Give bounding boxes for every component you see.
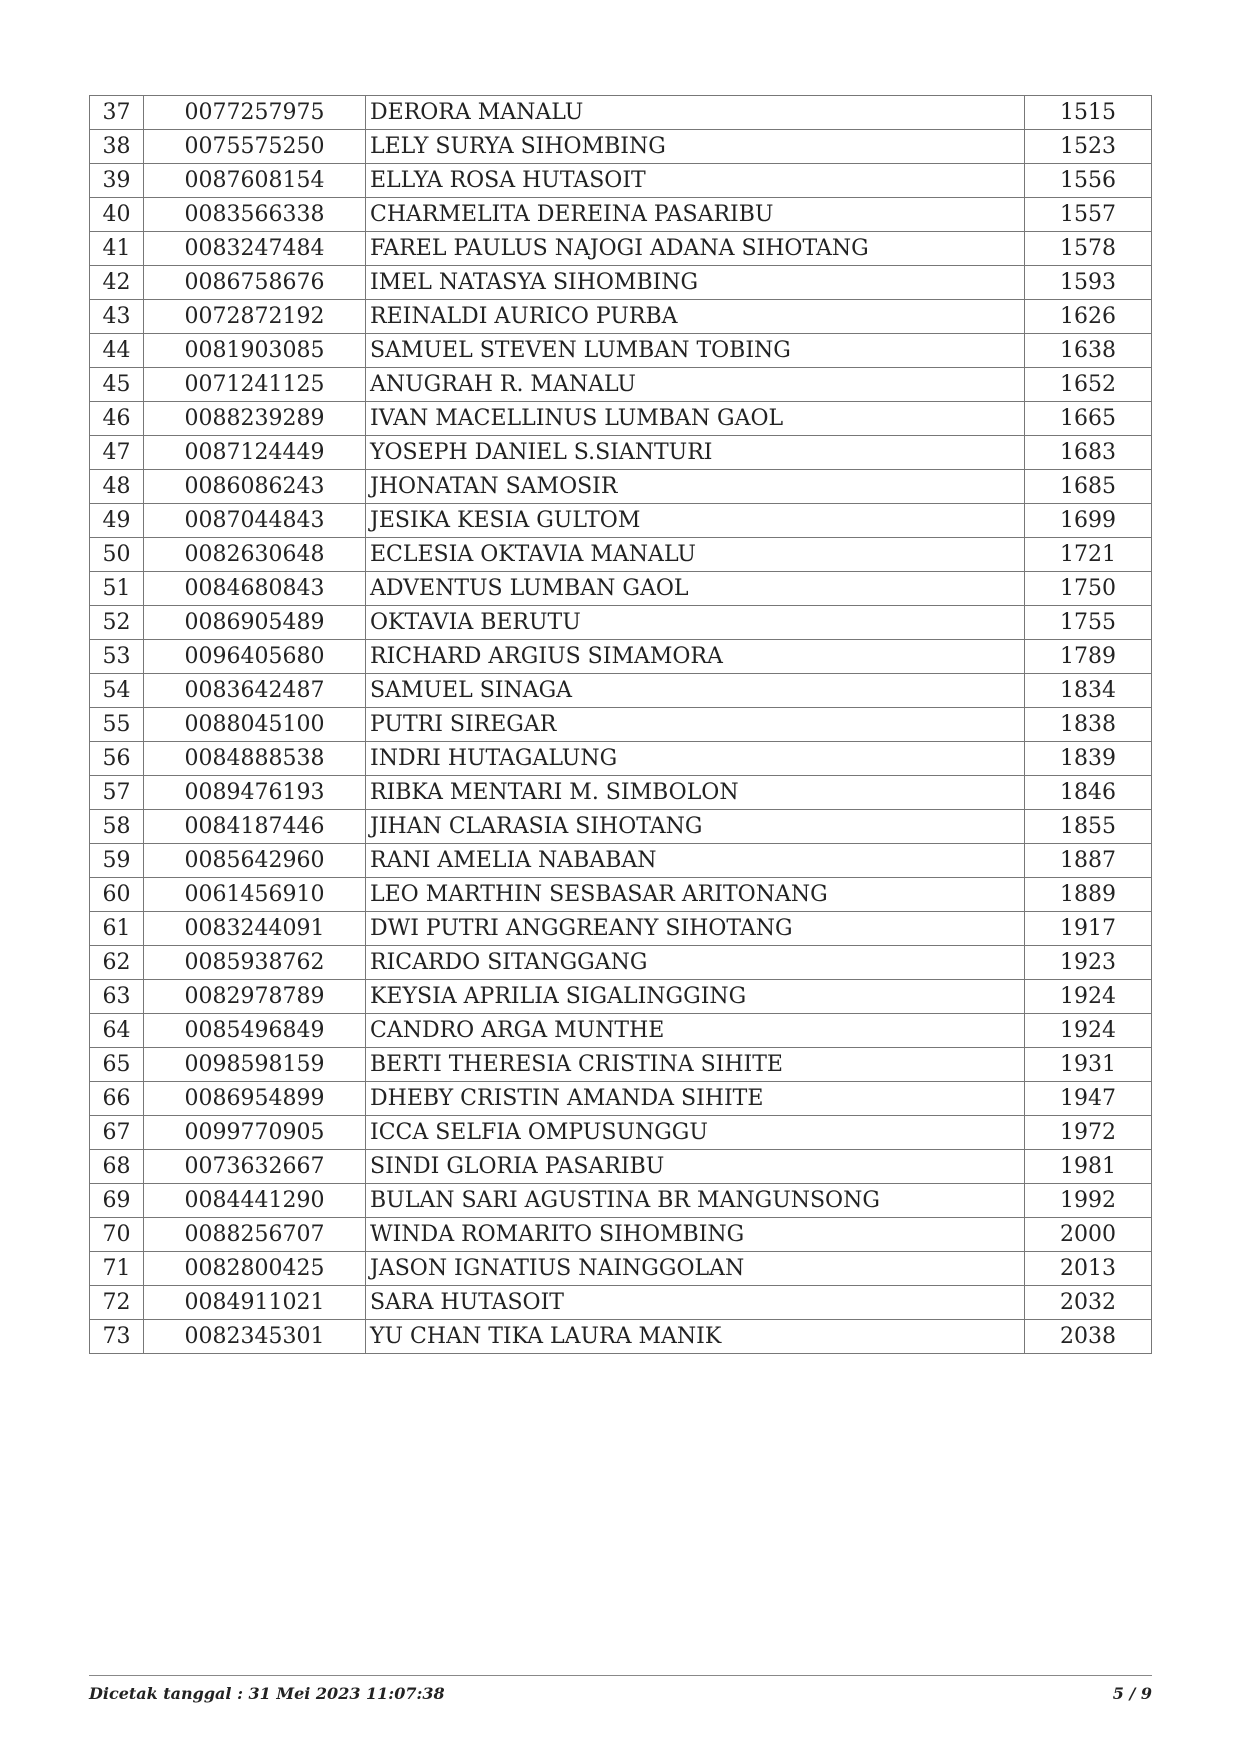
score-value-cell: 1838	[1025, 708, 1152, 742]
score-value-cell: 1931	[1025, 1048, 1152, 1082]
table-row	[90, 572, 1152, 606]
student-id-cell: 0075575250	[144, 130, 366, 164]
table-row	[90, 232, 1152, 266]
student-id-cell: 0098598159	[144, 1048, 366, 1082]
row-number-cell: 58	[90, 810, 144, 844]
row-number-cell: 43	[90, 300, 144, 334]
row-number-cell: 50	[90, 538, 144, 572]
row-number-cell: 65	[90, 1048, 144, 1082]
student-name-cell: RICARDO SITANGGANG	[366, 946, 1025, 980]
row-number-cell: 69	[90, 1184, 144, 1218]
score-value-cell: 1846	[1025, 776, 1152, 810]
row-number-cell: 63	[90, 980, 144, 1014]
row-number-cell: 51	[90, 572, 144, 606]
score-value-cell: 1947	[1025, 1082, 1152, 1116]
student-id-cell: 0084680843	[144, 572, 366, 606]
score-value-cell: 1652	[1025, 368, 1152, 402]
score-value-cell: 2000	[1025, 1218, 1152, 1252]
table-row	[90, 1048, 1152, 1082]
student-id-cell: 0096405680	[144, 640, 366, 674]
table-row	[90, 742, 1152, 776]
row-number-cell: 62	[90, 946, 144, 980]
score-value-cell: 1839	[1025, 742, 1152, 776]
score-value-cell: 1556	[1025, 164, 1152, 198]
student-id-cell: 0084911021	[144, 1286, 366, 1320]
row-number-cell: 53	[90, 640, 144, 674]
student-name-cell: LEO MARTHIN SESBASAR ARITONANG	[366, 878, 1025, 912]
table-row	[90, 1252, 1152, 1286]
score-value-cell: 1924	[1025, 1014, 1152, 1048]
score-value-cell: 1578	[1025, 232, 1152, 266]
score-value-cell: 2032	[1025, 1286, 1152, 1320]
score-value-cell: 1972	[1025, 1116, 1152, 1150]
student-id-cell: 0071241125	[144, 368, 366, 402]
row-number-cell: 66	[90, 1082, 144, 1116]
row-number-cell: 49	[90, 504, 144, 538]
student-id-cell: 0086086243	[144, 470, 366, 504]
student-id-cell: 0085938762	[144, 946, 366, 980]
student-id-cell: 0087044843	[144, 504, 366, 538]
table-row	[90, 980, 1152, 1014]
row-number-cell: 54	[90, 674, 144, 708]
table-row	[90, 198, 1152, 232]
row-number-cell: 67	[90, 1116, 144, 1150]
student-name-cell: LELY SURYA SIHOMBING	[366, 130, 1025, 164]
row-number-cell: 72	[90, 1286, 144, 1320]
student-name-cell: REINALDI AURICO PURBA	[366, 300, 1025, 334]
student-name-cell: OKTAVIA BERUTU	[366, 606, 1025, 640]
footer-divider	[89, 1675, 1152, 1676]
student-table	[89, 95, 1152, 1354]
student-name-cell: YOSEPH DANIEL S.SIANTURI	[366, 436, 1025, 470]
row-number-cell: 59	[90, 844, 144, 878]
table-row	[90, 368, 1152, 402]
student-id-cell: 0086758676	[144, 266, 366, 300]
table-row	[90, 1116, 1152, 1150]
score-value-cell: 1917	[1025, 912, 1152, 946]
student-id-cell: 0088239289	[144, 402, 366, 436]
print-date: Dicetak tanggal : 31 Mei 2023 11:07:38	[89, 1684, 445, 1703]
table-row	[90, 1014, 1152, 1048]
student-id-cell: 0083642487	[144, 674, 366, 708]
score-value-cell: 1834	[1025, 674, 1152, 708]
table-row	[90, 844, 1152, 878]
table-row	[90, 96, 1152, 130]
student-name-cell: IMEL NATASYA SIHOMBING	[366, 266, 1025, 300]
table-row	[90, 878, 1152, 912]
student-name-cell: ELLYA ROSA HUTASOIT	[366, 164, 1025, 198]
student-id-cell: 0084441290	[144, 1184, 366, 1218]
score-value-cell: 1887	[1025, 844, 1152, 878]
row-number-cell: 47	[90, 436, 144, 470]
row-number-cell: 38	[90, 130, 144, 164]
student-id-cell: 0086905489	[144, 606, 366, 640]
table-row	[90, 436, 1152, 470]
student-name-cell: JHONATAN SAMOSIR	[366, 470, 1025, 504]
student-id-cell: 0082630648	[144, 538, 366, 572]
score-value-cell: 1981	[1025, 1150, 1152, 1184]
student-name-cell: JASON IGNATIUS NAINGGOLAN	[366, 1252, 1025, 1286]
student-id-cell: 0077257975	[144, 96, 366, 130]
row-number-cell: 44	[90, 334, 144, 368]
student-id-cell: 0082800425	[144, 1252, 366, 1286]
score-value-cell: 1683	[1025, 436, 1152, 470]
student-name-cell: SAMUEL SINAGA	[366, 674, 1025, 708]
student-name-cell: JIHAN CLARASIA SIHOTANG	[366, 810, 1025, 844]
student-name-cell: SAMUEL STEVEN LUMBAN TOBING	[366, 334, 1025, 368]
student-name-cell: YU CHAN TIKA LAURA MANIK	[366, 1320, 1025, 1354]
student-id-cell: 0073632667	[144, 1150, 366, 1184]
student-name-cell: DERORA MANALU	[366, 96, 1025, 130]
score-value-cell: 1638	[1025, 334, 1152, 368]
score-value-cell: 1665	[1025, 402, 1152, 436]
table-row	[90, 1184, 1152, 1218]
student-id-cell: 0087608154	[144, 164, 366, 198]
student-name-cell: FAREL PAULUS NAJOGI ADANA SIHOTANG	[366, 232, 1025, 266]
row-number-cell: 68	[90, 1150, 144, 1184]
student-id-cell: 0082978789	[144, 980, 366, 1014]
student-id-cell: 0089476193	[144, 776, 366, 810]
score-value-cell: 1699	[1025, 504, 1152, 538]
row-number-cell: 71	[90, 1252, 144, 1286]
table-row	[90, 470, 1152, 504]
student-id-cell: 0088045100	[144, 708, 366, 742]
table-row	[90, 708, 1152, 742]
row-number-cell: 64	[90, 1014, 144, 1048]
table-row	[90, 1218, 1152, 1252]
student-name-cell: RIBKA MENTARI M. SIMBOLON	[366, 776, 1025, 810]
student-name-cell: PUTRI SIREGAR	[366, 708, 1025, 742]
score-value-cell: 1889	[1025, 878, 1152, 912]
student-name-cell: SINDI GLORIA PASARIBU	[366, 1150, 1025, 1184]
student-name-cell: BULAN SARI AGUSTINA BR MANGUNSONG	[366, 1184, 1025, 1218]
student-id-cell: 0083247484	[144, 232, 366, 266]
table-row	[90, 606, 1152, 640]
table-row	[90, 946, 1152, 980]
table-row	[90, 266, 1152, 300]
score-value-cell: 1626	[1025, 300, 1152, 334]
table-row	[90, 402, 1152, 436]
student-id-cell: 0081903085	[144, 334, 366, 368]
score-value-cell: 1523	[1025, 130, 1152, 164]
score-value-cell: 2013	[1025, 1252, 1152, 1286]
student-name-cell: KEYSIA APRILIA SIGALINGGING	[366, 980, 1025, 1014]
student-name-cell: ANUGRAH R. MANALU	[366, 368, 1025, 402]
score-value-cell: 1721	[1025, 538, 1152, 572]
score-value-cell: 1750	[1025, 572, 1152, 606]
table-row	[90, 674, 1152, 708]
score-value-cell: 1924	[1025, 980, 1152, 1014]
row-number-cell: 42	[90, 266, 144, 300]
score-value-cell: 1789	[1025, 640, 1152, 674]
student-id-cell: 0061456910	[144, 878, 366, 912]
row-number-cell: 37	[90, 96, 144, 130]
student-name-cell: IVAN MACELLINUS LUMBAN GAOL	[366, 402, 1025, 436]
table-row	[90, 300, 1152, 334]
row-number-cell: 45	[90, 368, 144, 402]
student-name-cell: ECLESIA OKTAVIA MANALU	[366, 538, 1025, 572]
student-name-cell: ADVENTUS LUMBAN GAOL	[366, 572, 1025, 606]
student-id-cell: 0085496849	[144, 1014, 366, 1048]
table-row	[90, 504, 1152, 538]
row-number-cell: 60	[90, 878, 144, 912]
student-id-cell: 0072872192	[144, 300, 366, 334]
score-value-cell: 1855	[1025, 810, 1152, 844]
student-id-cell: 0088256707	[144, 1218, 366, 1252]
row-number-cell: 39	[90, 164, 144, 198]
row-number-cell: 41	[90, 232, 144, 266]
row-number-cell: 52	[90, 606, 144, 640]
score-value-cell: 2038	[1025, 1320, 1152, 1354]
student-name-cell: WINDA ROMARITO SIHOMBING	[366, 1218, 1025, 1252]
table-row	[90, 912, 1152, 946]
student-id-cell: 0083566338	[144, 198, 366, 232]
table-row	[90, 776, 1152, 810]
score-value-cell: 1515	[1025, 96, 1152, 130]
row-number-cell: 70	[90, 1218, 144, 1252]
student-name-cell: DHEBY CRISTIN AMANDA SIHITE	[366, 1082, 1025, 1116]
table-row	[90, 1082, 1152, 1116]
student-name-cell: ICCA SELFIA OMPUSUNGGU	[366, 1116, 1025, 1150]
table-row	[90, 1286, 1152, 1320]
score-value-cell: 1685	[1025, 470, 1152, 504]
page-number: 5 / 9	[1112, 1684, 1152, 1703]
score-value-cell: 1923	[1025, 946, 1152, 980]
table-row	[90, 130, 1152, 164]
row-number-cell: 56	[90, 742, 144, 776]
student-name-cell: RANI AMELIA NABABAN	[366, 844, 1025, 878]
score-value-cell: 1992	[1025, 1184, 1152, 1218]
row-number-cell: 55	[90, 708, 144, 742]
row-number-cell: 61	[90, 912, 144, 946]
row-number-cell: 57	[90, 776, 144, 810]
score-value-cell: 1755	[1025, 606, 1152, 640]
student-name-cell: DWI PUTRI ANGGREANY SIHOTANG	[366, 912, 1025, 946]
student-name-cell: JESIKA KESIA GULTOM	[366, 504, 1025, 538]
student-id-cell: 0087124449	[144, 436, 366, 470]
student-name-cell: BERTI THERESIA CRISTINA SIHITE	[366, 1048, 1025, 1082]
table-body	[90, 96, 1152, 1354]
table-row	[90, 334, 1152, 368]
student-id-cell: 0086954899	[144, 1082, 366, 1116]
row-number-cell: 73	[90, 1320, 144, 1354]
table-row	[90, 538, 1152, 572]
student-name-cell: RICHARD ARGIUS SIMAMORA	[366, 640, 1025, 674]
student-id-cell: 0084888538	[144, 742, 366, 776]
row-number-cell: 48	[90, 470, 144, 504]
score-value-cell: 1557	[1025, 198, 1152, 232]
table-row	[90, 810, 1152, 844]
table-row	[90, 1150, 1152, 1184]
student-id-cell: 0084187446	[144, 810, 366, 844]
row-number-cell: 46	[90, 402, 144, 436]
student-name-cell: INDRI HUTAGALUNG	[366, 742, 1025, 776]
student-name-cell: SARA HUTASOIT	[366, 1286, 1025, 1320]
student-id-cell: 0099770905	[144, 1116, 366, 1150]
table-row	[90, 1320, 1152, 1354]
student-id-cell: 0085642960	[144, 844, 366, 878]
student-name-cell: CHARMELITA DEREINA PASARIBU	[366, 198, 1025, 232]
table-row	[90, 640, 1152, 674]
student-id-cell: 0083244091	[144, 912, 366, 946]
row-number-cell: 40	[90, 198, 144, 232]
score-value-cell: 1593	[1025, 266, 1152, 300]
table-row	[90, 164, 1152, 198]
student-id-cell: 0082345301	[144, 1320, 366, 1354]
student-name-cell: CANDRO ARGA MUNTHE	[366, 1014, 1025, 1048]
